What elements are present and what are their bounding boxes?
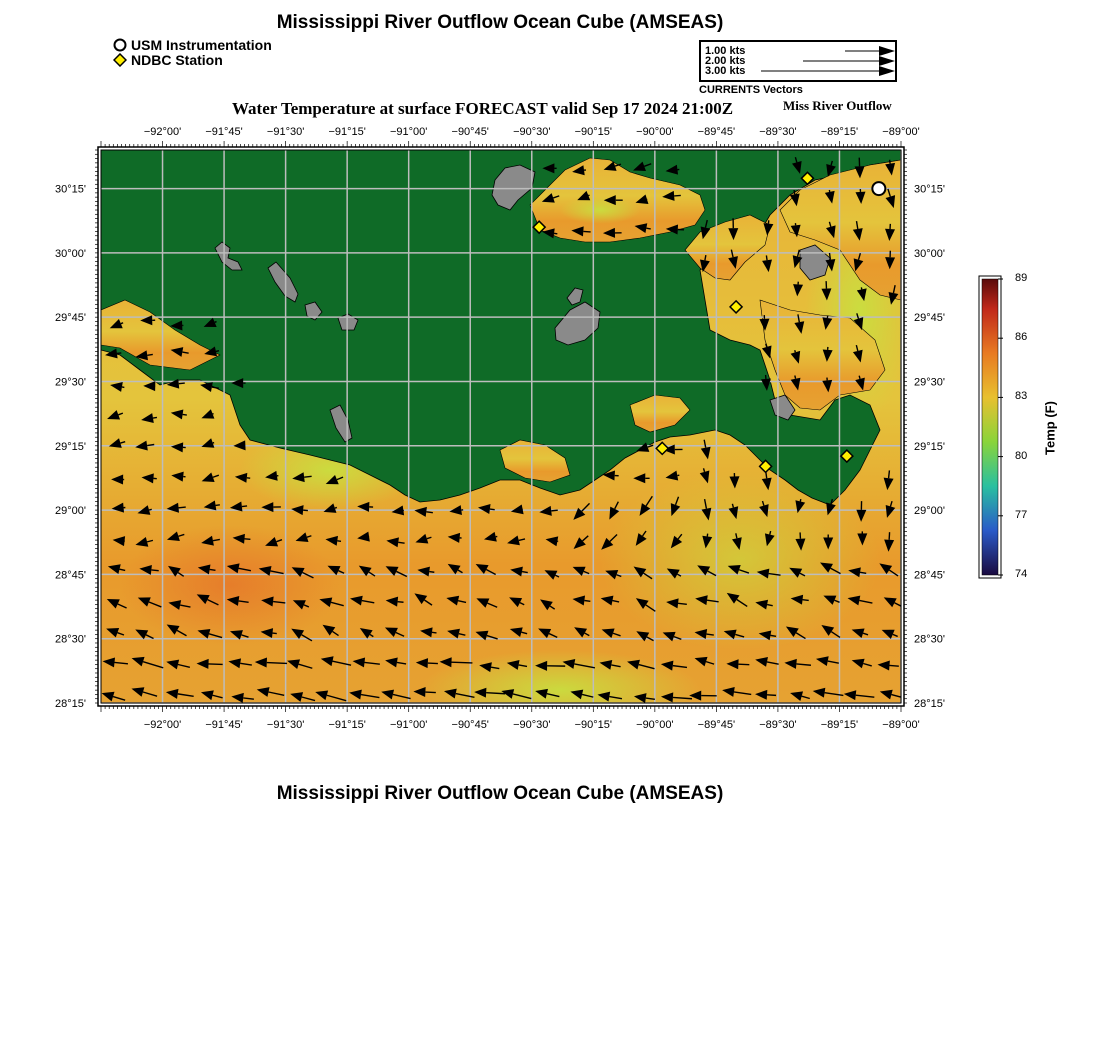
- current-vector-shaft: [732, 504, 733, 508]
- lat-tick-label: 28°15': [914, 698, 945, 710]
- lon-tick-label: −91°45': [205, 126, 243, 138]
- usm-instrument-marker: [872, 182, 885, 195]
- current-vector-shaft: [216, 351, 219, 352]
- lat-tick-label: 28°45': [55, 569, 86, 582]
- lon-tick-label: −89°15': [820, 126, 859, 138]
- current-vector-shaft: [889, 470, 890, 478]
- current-vector-shaft: [179, 383, 185, 384]
- current-vector-shaft: [216, 505, 220, 506]
- lon-tick-label: −90°45': [451, 126, 489, 138]
- lon-tick-label: −90°00': [636, 719, 674, 731]
- vector-legend-row: 3.00 kts: [705, 65, 746, 77]
- lon-tick-label: −89°45': [697, 126, 736, 138]
- lon-tick-label: −89°45': [697, 719, 736, 731]
- current-vector-shaft: [766, 344, 767, 347]
- lat-tick-label: 30°00': [55, 247, 86, 260]
- vector-legend-row: 2.00 kts: [705, 55, 746, 67]
- lat-tick-label: 29°45': [55, 312, 86, 325]
- figure-title: Mississippi River Outflow Ocean Cube (AMSEAS): [276, 12, 724, 33]
- current-vector-shaft: [860, 572, 866, 573]
- colorbar-label: Temp (F): [1042, 401, 1058, 455]
- current-vector-shaft: [859, 376, 860, 379]
- region-label: Miss River Outflow: [783, 98, 892, 113]
- current-vector-shaft: [678, 603, 687, 604]
- lon-tick-label: −89°00': [882, 126, 920, 138]
- lon-tick-label: −91°15': [328, 719, 366, 731]
- lat-tick-label: 30°15': [55, 183, 86, 196]
- colorbar-tick-label: 86: [1015, 331, 1028, 344]
- latitude-labels-right: [914, 184, 945, 710]
- lon-tick-label: −89°30': [759, 126, 797, 138]
- current-vector-shaft: [452, 662, 473, 663]
- lon-tick-label: −91°00': [389, 126, 428, 138]
- lon-tick-label: −89°15': [820, 719, 859, 731]
- warm-water-patch: [120, 525, 340, 645]
- lat-tick-label: 29°00': [55, 505, 86, 518]
- current-vector-shaft: [674, 195, 681, 196]
- vector-legend-caption: CURRENTS Vectors: [699, 84, 803, 96]
- lat-tick-label: 28°30': [914, 633, 945, 646]
- lat-tick-label: 28°15': [55, 698, 86, 710]
- map-subtitle: Water Temperature at surface FORECAST valid Sep 17 2024 21:00Z: [232, 99, 734, 118]
- lon-tick-label: −90°30': [513, 719, 551, 731]
- current-vector-shaft: [800, 499, 801, 501]
- colorbar-tick-label: 74: [1015, 568, 1028, 580]
- current-vector-shaft: [795, 375, 796, 378]
- current-vector-shaft: [646, 228, 650, 229]
- current-vector-shaft: [149, 509, 152, 510]
- current-vector-shaft: [432, 632, 437, 633]
- cool-water-patch: [560, 196, 640, 224]
- vector-legend-row: 1.00 kts: [705, 45, 746, 57]
- current-vector-shaft: [829, 253, 830, 260]
- current-vector-shaft: [215, 322, 217, 323]
- longitude-labels-bottom: [144, 719, 920, 731]
- current-vector-shaft: [767, 695, 776, 696]
- lon-tick-label: −90°15': [574, 126, 613, 138]
- colorbar-tick-label: 77: [1015, 508, 1028, 521]
- lon-tick-label: −91°45': [205, 719, 243, 731]
- current-vector-shaft: [210, 569, 216, 570]
- lon-tick-label: −92°00': [143, 719, 182, 731]
- current-vector-shaft: [705, 255, 706, 260]
- current-vector-shaft: [889, 665, 898, 666]
- lon-tick-label: −91°15': [328, 126, 366, 138]
- lon-tick-label: −89°30': [759, 719, 797, 731]
- current-vector-shaft: [117, 353, 121, 354]
- current-vector-shaft: [121, 323, 123, 324]
- lat-tick-label: 28°45': [914, 569, 945, 582]
- current-vector-shaft: [335, 507, 337, 508]
- current-vector-shaft: [890, 160, 891, 164]
- colorbar-tick-label: 80: [1015, 449, 1028, 462]
- current-vector-shaft: [583, 231, 590, 232]
- current-vector-shaft: [803, 600, 809, 601]
- lon-tick-label: −92°00': [143, 126, 182, 138]
- lon-tick-label: −91°00': [389, 719, 428, 731]
- current-vector-shaft: [242, 506, 247, 507]
- colorbar-tick-label: 83: [1015, 390, 1028, 403]
- lon-tick-label: −91°30': [266, 719, 305, 731]
- lat-tick-label: 29°15': [55, 440, 86, 453]
- longitude-labels-top: [144, 126, 920, 138]
- lat-tick-label: 29°15': [914, 440, 945, 453]
- current-vector-shaft: [794, 190, 795, 194]
- lat-tick-label: 29°00': [914, 505, 945, 518]
- lon-tick-label: −89°00': [882, 719, 920, 731]
- current-vector-shaft: [147, 354, 153, 355]
- current-vector-shaft: [429, 572, 434, 573]
- lat-tick-label: 30°15': [914, 183, 945, 196]
- legend-ndbc-label: NDBC Station: [131, 52, 223, 68]
- current-vector-shaft: [490, 509, 495, 510]
- current-vector-shaft: [584, 600, 590, 601]
- current-vector-shaft: [245, 539, 251, 540]
- current-vector-shaft: [426, 512, 433, 513]
- current-vector-shaft: [770, 635, 776, 636]
- temperature-colorbar: [978, 272, 1008, 582]
- current-vector-shaft: [522, 572, 528, 573]
- current-vector-shaft: [267, 663, 287, 664]
- current-vector-shaft: [551, 510, 558, 511]
- lon-tick-label: −91°30': [266, 126, 305, 138]
- lat-tick-label: 29°30': [914, 376, 945, 389]
- current-vector-shaft: [425, 692, 435, 693]
- current-vector-shaft: [179, 507, 186, 508]
- legend-usm-label: USM Instrumentation: [131, 37, 272, 53]
- lat-tick-label: 29°45': [914, 312, 945, 325]
- figure-title-lower: Mississippi River Outflow Ocean Cube (AMSEAS): [276, 783, 724, 804]
- current-vector-shaft: [770, 531, 771, 534]
- current-vector-shaft: [398, 542, 404, 543]
- lon-tick-label: −90°45': [451, 719, 489, 731]
- lon-tick-label: −90°30': [513, 126, 551, 138]
- current-vector-shaft: [151, 570, 158, 571]
- lon-tick-label: −90°15': [574, 719, 613, 731]
- lon-tick-label: −90°00': [636, 126, 674, 138]
- lat-tick-label: 29°30': [55, 376, 86, 389]
- current-vector-shaft: [398, 602, 404, 603]
- current-vector-shaft: [153, 417, 157, 418]
- current-vector-shaft: [304, 476, 311, 477]
- lat-tick-label: 28°30': [55, 633, 86, 646]
- current-vector-shaft: [183, 414, 187, 415]
- current-vector-shaft: [766, 255, 767, 260]
- colorbar-tick-label: 89: [1015, 272, 1028, 284]
- current-vector-shaft: [795, 350, 796, 352]
- latitude-labels-left: [55, 184, 86, 710]
- lat-tick-label: 30°00': [914, 247, 945, 260]
- current-vector-shaft: [704, 468, 705, 472]
